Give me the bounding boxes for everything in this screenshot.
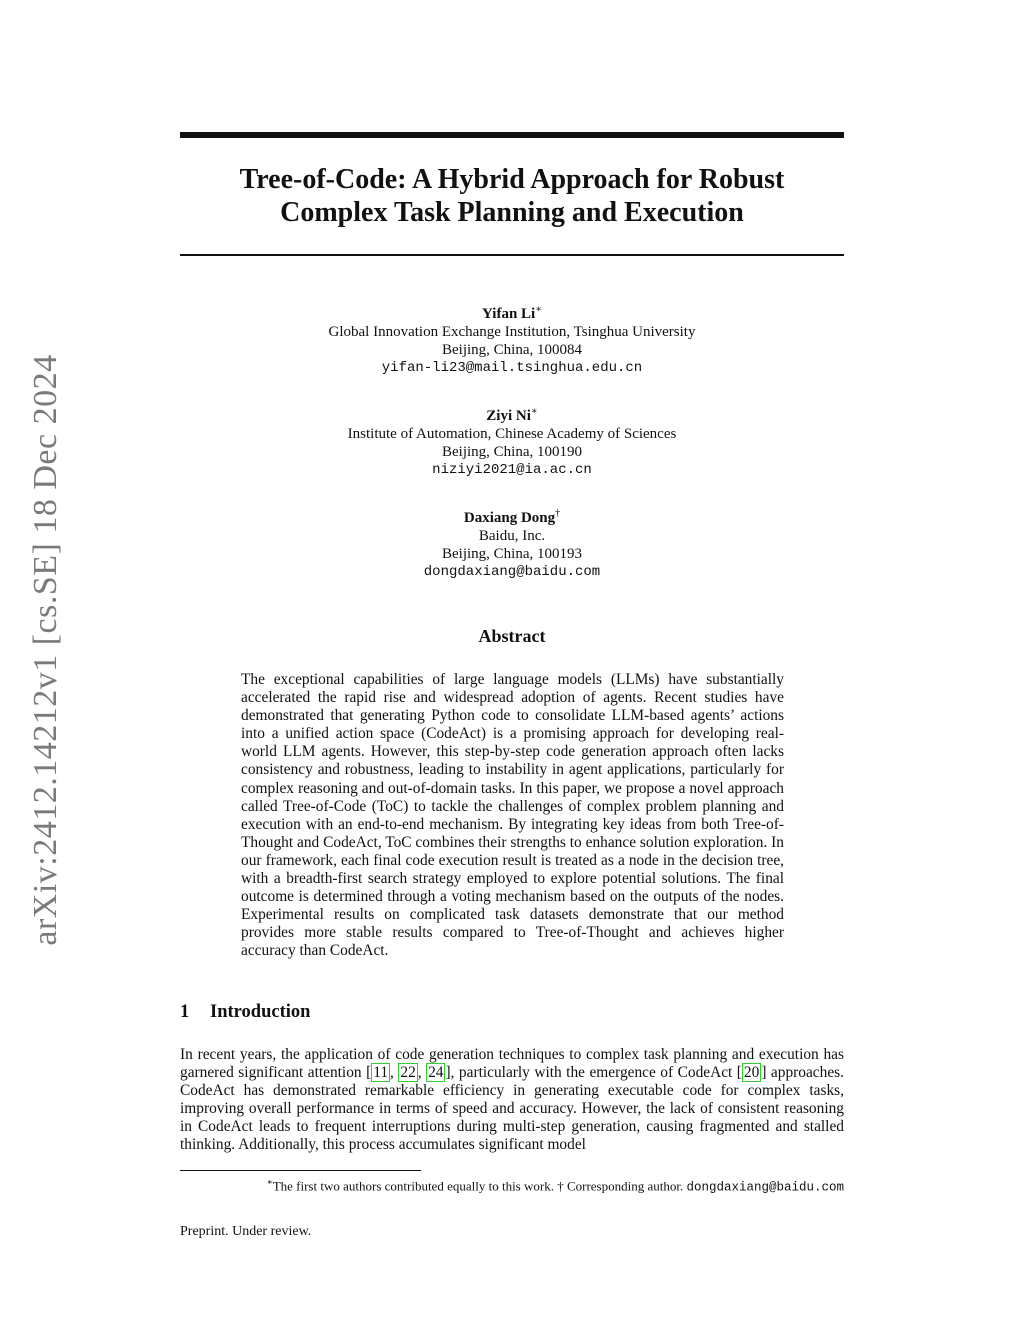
- author-email[interactable]: yifan-li23@mail.tsinghua.edu.cn: [381, 360, 643, 376]
- intro-text-part: ], particularly with the emergence of CodeAct [: [445, 1064, 742, 1082]
- intro-text-part: In recent years, the application of code generation techniques to complex task planning and execution has garnered significant attention [: [180, 1046, 844, 1082]
- footnote-text: The first two authors contributed equally to this work. † Corresponding author.: [272, 1178, 687, 1194]
- introduction-paragraph: [180, 1046, 844, 1155]
- title-line-2: Complex Task Planning and Execution: [280, 197, 744, 228]
- author-email[interactable]: dongdaxiang@baidu.com: [423, 564, 601, 580]
- paper-title: [180, 163, 844, 229]
- author-location: Beijing, China, 100190: [442, 444, 582, 460]
- citation-link[interactable]: 20: [743, 1064, 760, 1082]
- intro-text-part: ] approaches. CodeAct has demonstrated remarkable efficiency in generating executable code for complex tasks, improving overall performance in terms of speed and accuracy. However, the lack of consistent reasoning in CodeAct leads to frequent interruptions during multi-step generation, causing fragmented and stalled thinking. Additionally, this process accumulates significant model: [180, 1064, 844, 1154]
- author-mark: ∗: [530, 406, 538, 417]
- citation-link[interactable]: 22: [400, 1064, 416, 1082]
- arxiv-identifier-stamp: arXiv:2412.14212v1 [cs.SE] 18 Dec 2024: [27, 354, 64, 946]
- section-heading-introduction: [180, 1002, 310, 1023]
- title-top-rule: [180, 132, 844, 138]
- citation-separator: ,: [417, 1064, 427, 1082]
- author-affiliation: Global Innovation Exchange Institution, Tsinghua University: [328, 324, 696, 340]
- author-block-1: [180, 301, 844, 377]
- author-location: Beijing, China, 100084: [442, 342, 582, 358]
- author-block-2: [180, 403, 844, 479]
- author-affiliation: Institute of Automation, Chinese Academy of Sciences: [347, 426, 677, 442]
- title-bottom-rule: [180, 254, 844, 256]
- abstract-heading: Abstract: [478, 626, 546, 646]
- author-name: Yifan Li: [482, 306, 536, 322]
- abstract-text: The exceptional capabilities of large language models (LLMs) have substantially accelerated the rapid rise and widespread adoption of agents. Recent studies have demonstrated that generating Python code to consolidate LLM-based agents’ actions into a unified action space (CodeAct) is a promising approach for developing real-world LLM agents. However, this step-by-step code generation approach often lacks consistency and robustness, leading to instability in agent applications, particularly for complex reasoning and out-of-domain tasks. In this paper, we propose a novel approach called Tree-of-Code (ToC) to tackle the challenges of complex problem planning and execution with an end-to-end mechanism. By integrating key ideas from both Tree-of-Thought and CodeAct, ToC combines their strengths to enhance solution exploration. In our framework, each final code execution result is treated as a node in the decision tree, with a breadth-first search strategy employed to explore potential solutions. The final outcome is determined through a voting mechanism based on the outputs of the nodes. Experimental results on complicated task datasets demonstrate that our method provides more stable results compared to Tree-of-Thought and achieves higher accuracy than CodeAct.: [241, 671, 784, 960]
- footnote-email[interactable]: dongdaxiang@baidu.com: [686, 1180, 844, 1195]
- author-name: Ziyi Ni: [486, 408, 531, 424]
- footnote-mark: ∗: [266, 1177, 273, 1187]
- citation-link[interactable]: 24: [428, 1064, 444, 1082]
- citation-separator: ,: [390, 1064, 399, 1082]
- section-number: 1: [180, 1002, 190, 1022]
- author-location: Beijing, China, 100193: [442, 546, 582, 562]
- section-title: Introduction: [210, 1002, 311, 1022]
- footnote-rule: [180, 1170, 421, 1171]
- author-affiliation: Baidu, Inc.: [478, 528, 546, 544]
- author-name: Daxiang Dong: [463, 510, 556, 526]
- footnote: [180, 1174, 844, 1195]
- preprint-note: Preprint. Under review.: [180, 1224, 312, 1239]
- citation-link[interactable]: 11: [373, 1064, 389, 1082]
- author-mark: ∗: [535, 304, 542, 315]
- title-line-1: Tree-of-Code: A Hybrid Approach for Robust: [239, 164, 785, 195]
- author-mark: †: [555, 508, 561, 519]
- author-block-3: [180, 505, 844, 581]
- author-email[interactable]: niziyi2021@ia.ac.cn: [432, 462, 592, 478]
